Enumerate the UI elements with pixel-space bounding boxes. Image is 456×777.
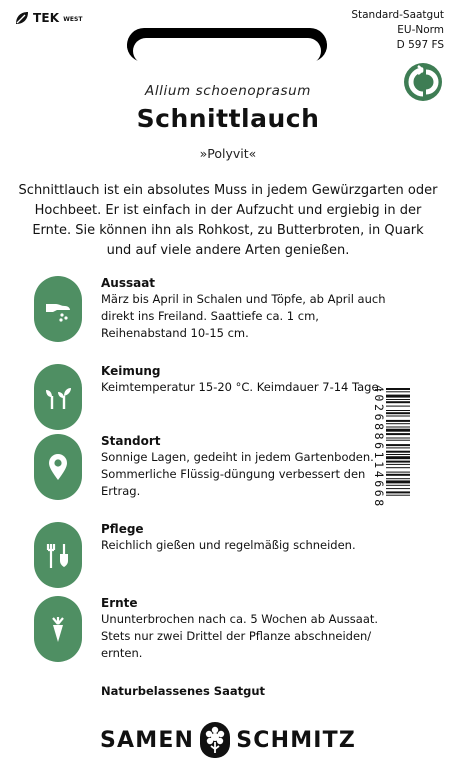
step-text: Reichlich gießen und regelmäßig schneiden.: [101, 538, 356, 552]
product-title: Schnittlauch: [136, 104, 320, 133]
step-text: Ununterbrochen nach ca. 5 Wochen ab Aussaat. Stets nur zwei Drittel der Pflanze abschneiden/ ernten.: [101, 612, 379, 660]
latin-name: Allium schoenoprasum: [144, 83, 311, 99]
standard-line: D 597 FS: [396, 39, 444, 51]
carrot-icon: [34, 596, 82, 662]
tek-west-logo: [14, 10, 82, 26]
sowing-hand-icon: [34, 276, 82, 342]
standard-line: EU-Norm: [397, 24, 444, 36]
brand-word-left: SAMEN: [99, 727, 195, 753]
location-pin-icon: [34, 434, 82, 500]
leaf-logo-icon: [14, 10, 30, 26]
step-title: Ernte: [101, 596, 138, 610]
garden-tools-icon: [34, 522, 82, 588]
natural-seed-note: Naturbelassenes Saatgut: [101, 684, 266, 698]
variety-name: »Polyvit«: [199, 146, 257, 161]
step-text: Keimtemperatur 15-20 °C. Keimdauer 7-14 Tage.: [101, 380, 383, 394]
seedling-icon: [34, 364, 82, 430]
logo-suffix: WEST: [63, 16, 83, 23]
step-text: März bis April in Schalen und Töpfe, ab April auch direkt ins Freiland. Saattiefe ca. 1 cm, Reihenabstand 10-15 cm.: [101, 292, 386, 340]
intro-text: Schnittlauch ist ein absolutes Muss in jedem Gewürzgarten oder Hochbeet. Er ist einfach in der Aufzucht und ergiebig in der Ernte. Sie können ihn als Rohkost, zu Butterbroten, in Quark und auf viele andere Arten genießen.: [18, 183, 438, 258]
barcode-number: 4026886114668: [372, 385, 386, 509]
brand-word-right: SCHMITZ: [236, 727, 357, 753]
logo-text: TEK: [33, 11, 60, 25]
step-title: Aussaat: [101, 276, 156, 290]
step-title: Pflege: [101, 522, 144, 536]
brand-logo: [0, 722, 456, 758]
barcode: [386, 388, 410, 544]
step-title: Standort: [101, 434, 161, 448]
standard-line: Standard-Saatgut: [351, 9, 444, 21]
flower-emblem-icon: [200, 722, 230, 758]
step-text: Sonnige Lagen, gedeiht in jedem Gartenboden. Sommerliche Flüssig-düngung verbessert den Ertrag.: [101, 450, 374, 498]
hang-hole: [127, 28, 327, 62]
step-title: Keimung: [101, 364, 161, 378]
standard-info: [351, 8, 444, 53]
